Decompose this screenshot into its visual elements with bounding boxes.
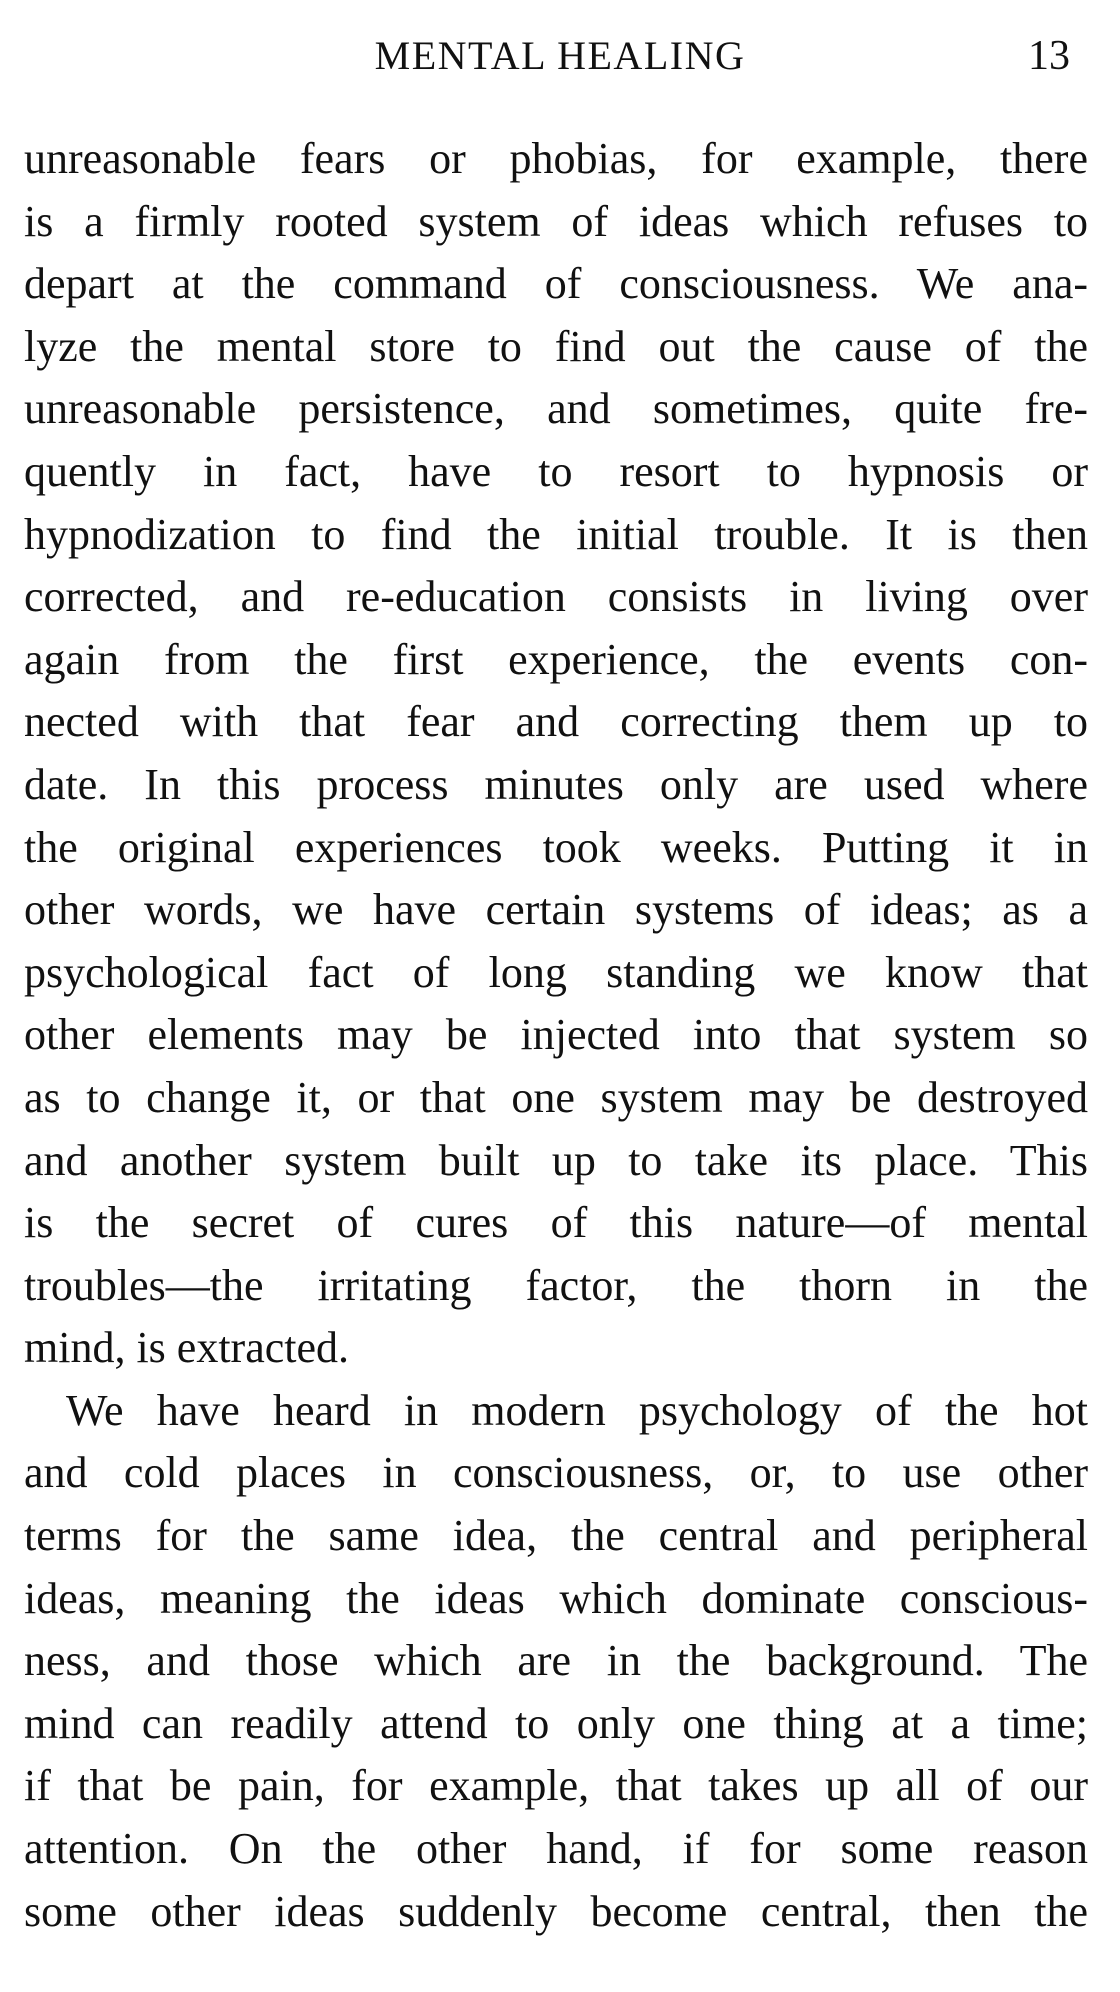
text-line: again from the first experience, the events con- [24, 634, 1088, 684]
text-line: mind, is extracted. [24, 1323, 350, 1373]
text-line: attention. On the other hand, if for some reason [24, 1824, 1088, 1874]
text-line: and another system built up to take its place. This [24, 1135, 1088, 1185]
text-line: corrected, and re-education consists in living over [24, 572, 1088, 622]
text-line: quently in fact, have to resort to hypnosis or [24, 446, 1088, 496]
text-line: We have heard in modern psychology of the hot [66, 1385, 1088, 1435]
text-line: and cold places in consciousness, or, to use other [24, 1448, 1088, 1498]
text-line: other words, we have certain systems of ideas; as a [24, 885, 1088, 935]
text-line: date. In this process minutes only are used where [24, 759, 1088, 809]
text-line: depart at the command of consciousness. We ana- [24, 259, 1088, 309]
text-line: hypnodization to find the initial trouble. It is then [24, 509, 1088, 559]
text-line: terms for the same idea, the central and peripheral [24, 1511, 1088, 1561]
text-line: other elements may be injected into that system so [24, 1010, 1088, 1060]
text-line: mind can readily attend to only one thing at a time; [24, 1698, 1088, 1748]
text-line: psychological fact of long standing we know that [24, 947, 1088, 997]
text-line: is a firmly rooted system of ideas which refuses to [24, 196, 1088, 246]
text-line: lyze the mental store to find out the cause of the [24, 321, 1088, 371]
body-text [24, 128, 1088, 1943]
running-title: MENTAL HEALING [374, 33, 746, 78]
text-line: unreasonable persistence, and sometimes, quite fre- [24, 384, 1088, 434]
text-line: ness, and those which are in the background. The [24, 1636, 1088, 1686]
text-line: unreasonable fears or phobias, for example, there [24, 134, 1088, 183]
text-line: troubles—the irritating factor, the thorn in the [24, 1260, 1088, 1310]
text-line: is the secret of cures of this nature—of mental [24, 1198, 1088, 1248]
text-line: if that be pain, for example, that takes up all of our [24, 1761, 1088, 1811]
text-line: ideas, meaning the ideas which dominate conscious- [24, 1573, 1088, 1623]
text-line: nected with that fear and correcting them up to [24, 697, 1088, 747]
text-line: the original experiences took weeks. Putting it in [24, 822, 1088, 872]
running-head [24, 28, 1096, 84]
text-line: as to change it, or that one system may be destroyed [24, 1072, 1088, 1122]
text-line: some other ideas suddenly become central, then the [24, 1886, 1088, 1936]
page-number: 13 [1028, 33, 1070, 79]
